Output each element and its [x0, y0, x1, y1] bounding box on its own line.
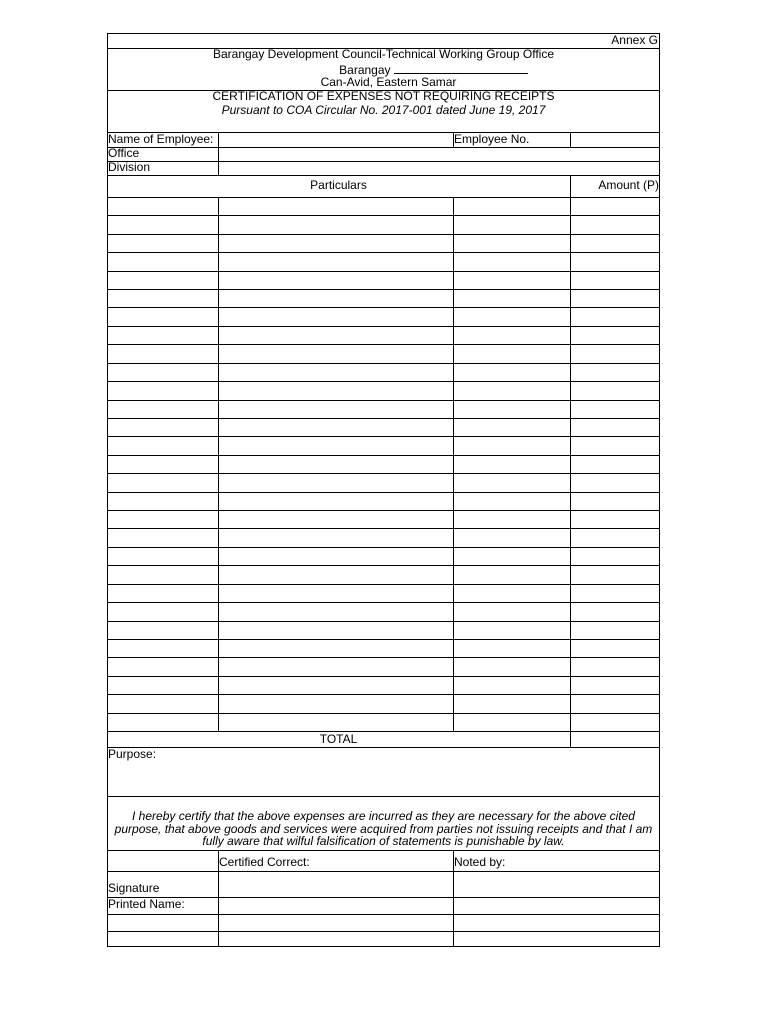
row-cell[interactable] [455, 420, 569, 435]
row-cell[interactable] [220, 254, 452, 269]
certification-statement: I hereby certify that the above expenses are incurred as they are necessary for the above cited purpose, that above goods and services were acquired from parties not issuing receipts and that I am fully aware that wilful falsification of statements is punishable by law. [114, 809, 653, 848]
division-label: Division [108, 160, 151, 174]
row-cell[interactable] [572, 402, 659, 417]
row-cell[interactable] [455, 512, 569, 527]
row-cell[interactable] [455, 623, 569, 638]
form-subtitle: Pursuant to COA Circular No. 2017-001 dated June 19, 2017 [221, 103, 546, 117]
row-divider [107, 565, 660, 566]
row-cell[interactable] [109, 530, 217, 545]
row-cell[interactable] [109, 402, 217, 417]
row-cell[interactable] [109, 217, 217, 232]
row-cell[interactable] [572, 328, 659, 343]
row-divider [107, 602, 660, 603]
row-cell[interactable] [109, 604, 217, 619]
row-cell[interactable] [109, 346, 217, 361]
row-cell[interactable] [220, 696, 452, 711]
row-divider [107, 713, 660, 714]
row-cell[interactable] [572, 475, 659, 490]
row-cell[interactable] [455, 641, 569, 656]
purpose-label: Purpose: [108, 747, 157, 761]
row-cell[interactable] [220, 475, 452, 490]
row-cell[interactable] [109, 328, 217, 343]
row-cell[interactable] [572, 365, 659, 380]
row-divider [107, 676, 660, 677]
row-cell[interactable] [220, 512, 452, 527]
row-cell[interactable] [572, 273, 659, 288]
barangay-label: Barangay [339, 63, 391, 77]
row-divider [107, 584, 660, 585]
row-divider [107, 307, 660, 308]
row-cell[interactable] [220, 291, 452, 306]
row-cell[interactable] [109, 457, 217, 472]
row-cell[interactable] [220, 236, 452, 251]
row-cell[interactable] [572, 659, 659, 674]
row-cell[interactable] [455, 659, 569, 674]
row-cell[interactable] [220, 457, 452, 472]
row-cell[interactable] [572, 586, 659, 601]
row-cell[interactable] [572, 715, 659, 730]
row-cell[interactable] [109, 236, 217, 251]
total-label: TOTAL [319, 732, 358, 746]
particulars-header: Particulars [310, 178, 367, 192]
row-cell[interactable] [455, 328, 569, 343]
row-cell[interactable] [455, 217, 569, 232]
row-divider [107, 363, 660, 364]
row-cell[interactable] [220, 309, 452, 324]
row-cell[interactable] [572, 457, 659, 472]
row-cell[interactable] [109, 273, 217, 288]
row-divider [107, 694, 660, 695]
row-cell[interactable] [220, 659, 452, 674]
row-cell[interactable] [109, 549, 217, 564]
row-cell[interactable] [455, 199, 569, 214]
annex-label: Annex G [611, 33, 658, 47]
row-cell[interactable] [109, 512, 217, 527]
row-cell[interactable] [572, 549, 659, 564]
noted-printed-name-field[interactable] [454, 898, 659, 914]
row-cell[interactable] [455, 236, 569, 251]
row-cell[interactable] [220, 346, 452, 361]
certified-correct-label: Certified Correct: [219, 855, 310, 869]
row-cell[interactable] [455, 715, 569, 730]
row-divider [107, 400, 660, 401]
row-divider [107, 252, 660, 253]
row-divider [107, 621, 660, 622]
row-cell[interactable] [572, 641, 659, 656]
printed-name-label: Printed Name: [108, 897, 185, 911]
row-cell[interactable] [220, 715, 452, 730]
row-cell[interactable] [572, 438, 659, 453]
row-cell[interactable] [109, 696, 217, 711]
row-cell[interactable] [109, 475, 217, 490]
row-cell[interactable] [455, 309, 569, 324]
row-divider [107, 344, 660, 345]
row-divider [107, 657, 660, 658]
row-divider [107, 455, 660, 456]
row-divider [107, 215, 660, 216]
row-divider [107, 271, 660, 272]
row-cell[interactable] [220, 567, 452, 582]
row-cell[interactable] [220, 420, 452, 435]
certified-date-field[interactable] [219, 932, 453, 946]
barangay-line [107, 62, 660, 76]
row-cell[interactable] [220, 328, 452, 343]
row-cell[interactable] [455, 346, 569, 361]
row-divider [107, 639, 660, 640]
row-divider [107, 289, 660, 290]
row-cell[interactable] [455, 365, 569, 380]
row-cell[interactable] [572, 494, 659, 509]
row-cell[interactable] [109, 567, 217, 582]
row-cell[interactable] [109, 678, 217, 693]
row-cell[interactable] [109, 309, 217, 324]
employee-number-field[interactable] [571, 133, 659, 147]
row-cell[interactable] [220, 438, 452, 453]
row-cell[interactable] [572, 254, 659, 269]
row-cell[interactable] [572, 346, 659, 361]
row-cell[interactable] [572, 291, 659, 306]
row-cell[interactable] [220, 530, 452, 545]
row-cell[interactable] [455, 383, 569, 398]
certified-signature-field[interactable] [219, 872, 453, 897]
row-cell[interactable] [109, 254, 217, 269]
row-cell[interactable] [572, 512, 659, 527]
total-amount-field[interactable] [571, 731, 659, 747]
row-cell[interactable] [109, 383, 217, 398]
noted-by-label: Noted by: [454, 855, 506, 869]
employee-number-label: Employee No. [454, 132, 530, 146]
row-divider [107, 326, 660, 327]
employee-name-field[interactable] [219, 133, 453, 147]
row-cell[interactable] [220, 604, 452, 619]
noted-date-field[interactable] [454, 932, 659, 946]
row-cell[interactable] [572, 678, 659, 693]
row-cell[interactable] [220, 383, 452, 398]
row-cell[interactable] [455, 586, 569, 601]
row-cell[interactable] [572, 567, 659, 582]
row-cell[interactable] [455, 567, 569, 582]
row-cell[interactable] [109, 641, 217, 656]
row-cell[interactable] [572, 199, 659, 214]
row-cell[interactable] [455, 696, 569, 711]
row-cell[interactable] [220, 641, 452, 656]
row-cell[interactable] [109, 715, 217, 730]
row-cell[interactable] [455, 438, 569, 453]
row-cell[interactable] [572, 696, 659, 711]
row-cell[interactable] [109, 494, 217, 509]
employee-name-label: Name of Employee: [108, 132, 214, 146]
row-cell[interactable] [572, 530, 659, 545]
row-cell[interactable] [220, 623, 452, 638]
office-field[interactable] [219, 147, 659, 161]
row-cell[interactable] [109, 438, 217, 453]
row-divider [107, 547, 660, 548]
row-cell[interactable] [220, 199, 452, 214]
certification-form [107, 33, 660, 947]
row-cell[interactable] [455, 254, 569, 269]
row-divider [107, 234, 660, 235]
row-cell[interactable] [109, 365, 217, 380]
row-cell[interactable] [220, 402, 452, 417]
row-divider [107, 473, 660, 474]
noted-designation-field[interactable] [454, 915, 659, 931]
row-cell[interactable] [455, 291, 569, 306]
signature-label: Signature [108, 881, 160, 895]
office-label: Office [108, 146, 140, 160]
row-cell[interactable] [455, 402, 569, 417]
row-cell[interactable] [109, 291, 217, 306]
row-cell[interactable] [455, 549, 569, 564]
noted-signature-field[interactable] [454, 872, 659, 897]
row-cell[interactable] [455, 678, 569, 693]
row-cell[interactable] [220, 273, 452, 288]
row-cell[interactable] [572, 420, 659, 435]
location: Can-Avid, Eastern Samar [320, 75, 457, 89]
row-divider [107, 418, 660, 419]
row-cell[interactable] [220, 217, 452, 232]
row-cell[interactable] [220, 586, 452, 601]
row-cell[interactable] [572, 236, 659, 251]
row-cell[interactable] [220, 494, 452, 509]
barangay-blank [394, 62, 528, 74]
row-divider [107, 381, 660, 382]
row-cell[interactable] [109, 623, 217, 638]
row-cell[interactable] [109, 659, 217, 674]
form-title: CERTIFICATION OF EXPENSES NOT REQUIRING RECEIPTS [212, 89, 555, 103]
row-cell[interactable] [220, 678, 452, 693]
row-divider [107, 510, 660, 511]
row-cell[interactable] [455, 475, 569, 490]
row-cell[interactable] [455, 273, 569, 288]
row-cell[interactable] [455, 494, 569, 509]
row-cell[interactable] [455, 457, 569, 472]
row-cell[interactable] [220, 365, 452, 380]
purpose-field[interactable] [108, 761, 658, 795]
office-name: Barangay Development Council-Technical Working Group Office [212, 47, 555, 61]
row-divider [107, 528, 660, 529]
amount-header: Amount (P) [598, 178, 659, 192]
row-divider [107, 492, 660, 493]
row-cell[interactable] [220, 549, 452, 564]
row-cell[interactable] [109, 586, 217, 601]
row-cell[interactable] [455, 604, 569, 619]
row-cell[interactable] [572, 623, 659, 638]
row-cell[interactable] [572, 217, 659, 232]
row-cell[interactable] [455, 530, 569, 545]
row-divider [107, 436, 660, 437]
division-field[interactable] [219, 161, 659, 175]
row-cell[interactable] [572, 309, 659, 324]
row-cell[interactable] [109, 199, 217, 214]
row-cell[interactable] [572, 604, 659, 619]
certified-designation-field[interactable] [219, 915, 453, 931]
row-cell[interactable] [572, 383, 659, 398]
row-cell[interactable] [109, 420, 217, 435]
certified-printed-name-field[interactable] [219, 898, 453, 914]
